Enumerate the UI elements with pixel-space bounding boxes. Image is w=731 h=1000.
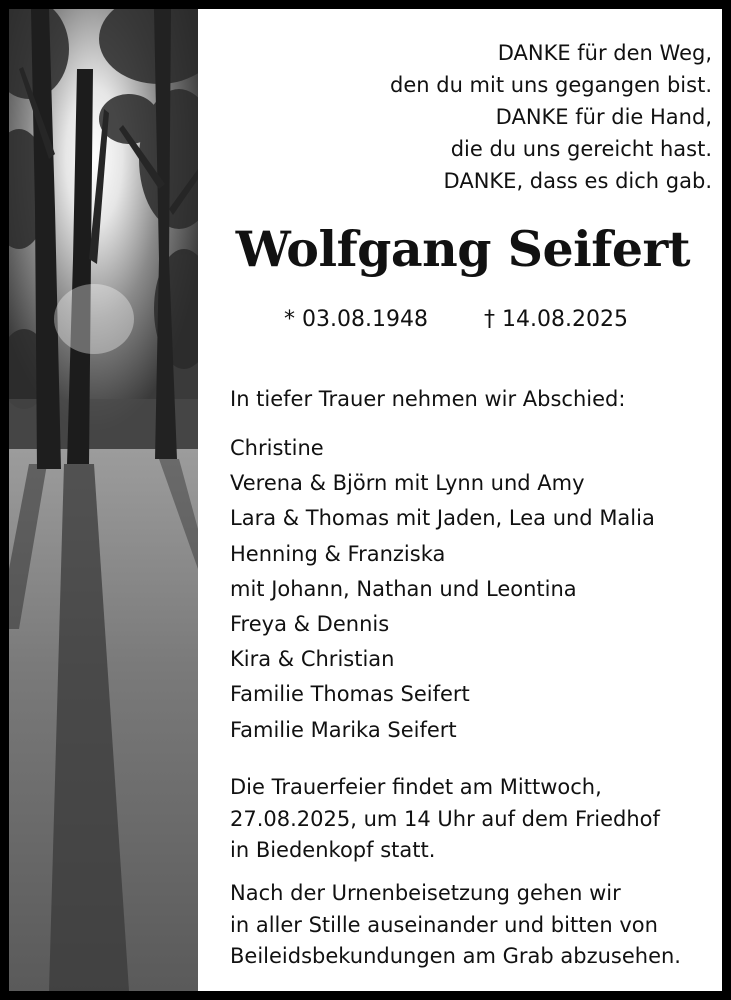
poem-line: den du mit uns gegangen bist. (390, 73, 712, 97)
mourner: Lara & Thomas mit Jaden, Lea und Malia (230, 506, 655, 531)
urn-line: Nach der Urnenbeisetzung gehen wir (230, 881, 621, 905)
deceased-name: Wolfgang Seifert (235, 220, 690, 278)
poem-line: DANKE für den Weg, (497, 41, 712, 65)
birth-date: * 03.08.1948 (284, 307, 428, 332)
mourner: Familie Thomas Seifert (230, 682, 470, 707)
mourner: Freya & Dennis (230, 612, 390, 637)
poem-line: DANKE, dass es dich gab. (443, 169, 712, 193)
poem-line: die du uns gereicht hast. (450, 137, 712, 161)
farewell-line: In tiefer Trauer nehmen wir Abschied: (230, 387, 626, 411)
funeral-line: in Biedenkopf statt. (230, 838, 436, 862)
notice-text-area (230, 9, 712, 991)
funeral-notice (230, 772, 660, 867)
urn-notice (230, 878, 681, 973)
funeral-line: 27.08.2025, um 14 Uhr auf dem Friedhof (230, 806, 660, 831)
funeral-line: Die Trauerfeier findet am Mittwoch, (230, 775, 602, 799)
trees-sunlight-image (9, 9, 198, 991)
park-trees-photo (9, 9, 198, 991)
urn-line: in aller Stille auseinander und bitten von (230, 912, 658, 937)
mourner: Kira & Christian (230, 647, 395, 672)
mourner: Christine (230, 436, 324, 460)
death-date: † 14.08.2025 (484, 307, 628, 332)
urn-line: Beileidsbekundungen am Grab abzusehen. (230, 944, 681, 968)
mourner: mit Johann, Nathan und Leontina (230, 576, 577, 601)
mourner: Henning & Franziska (230, 541, 446, 566)
gratitude-poem (390, 37, 712, 197)
mourner: Familie Marika Seifert (230, 717, 457, 742)
poem-line: DANKE für die Hand, (495, 105, 712, 129)
mourner: Verena & Björn mit Lynn und Amy (230, 471, 585, 496)
mourners-list (230, 431, 655, 748)
